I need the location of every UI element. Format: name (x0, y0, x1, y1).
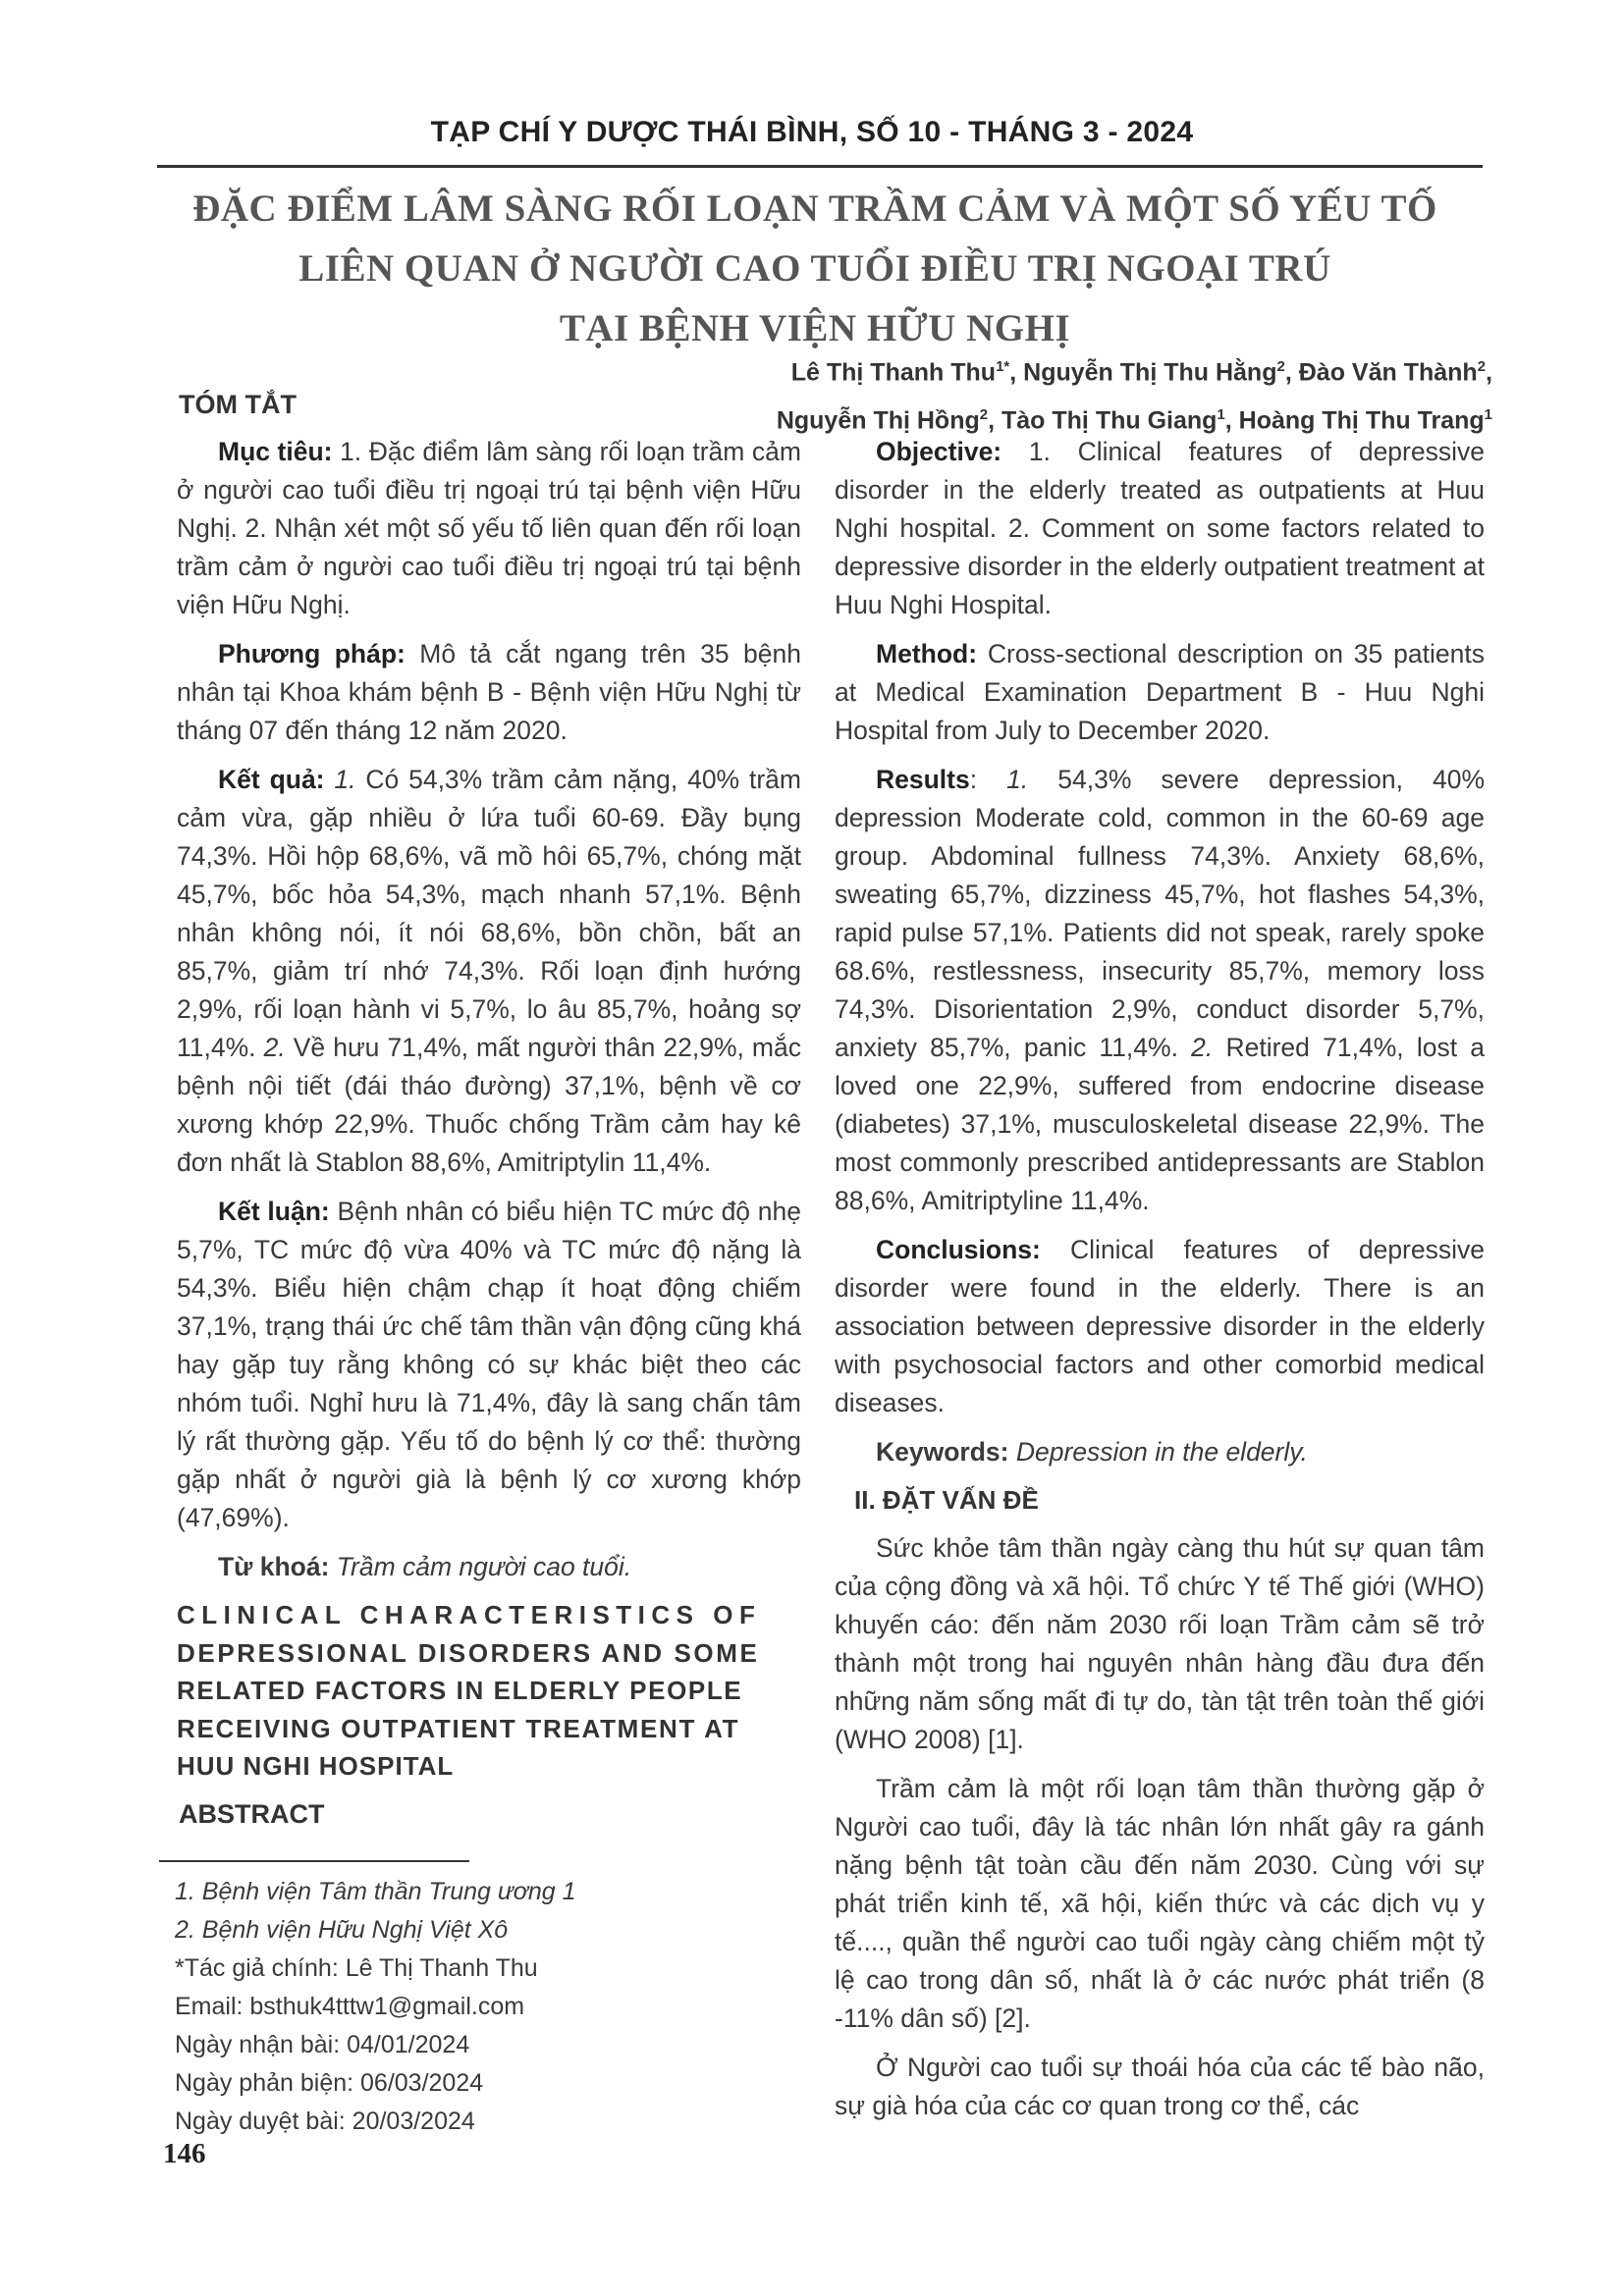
vi-conclusion-paragraph (177, 1193, 801, 1537)
vi-objective-label: Mục tiêu: (218, 437, 333, 466)
affiliation-2: 2. Bệnh viện Hữu Nghị Việt Xô (175, 1916, 509, 1944)
en-conclusions-text: Clinical features of depressive disorder were found in the elderly. There is an association between depressive disorder in the elderly with psychosocial factors and other comorbid medical diseases. (835, 1235, 1485, 1417)
vi-conclusion-text: Bệnh nhân có biểu hiện TC mức độ nhẹ 5,7%, TC mức độ vừa 40% và TC mức độ nặng là 54,3%. Biểu hiện chậm chạp ít hoạt động chiếm 37,1%, trạng thái ức chế tâm thần vận động cũng khá hay gặp tuy rằng không có sự khác biệt theo các nhóm tuổi. Nghỉ hưu là 71,4%, đây là sang chấn tâm lý rất thường gặp. Yếu tố do bệnh lý cơ thể: thường gặp nhất ở người già là bệnh lý cơ xương khớp (47,69%). (177, 1197, 801, 1532)
vi-results-text2: Về hưu 71,4%, mất người thân 22,9%, mắc bệnh nội tiết (đái tháo đường) 37,1%, bệnh về cơ xương khớp 22,9%. Thuốc chống Trầm cảm hay kê đơn nhất là Stablon 88,6%, Amitriptylin 11,4%. (177, 1033, 801, 1177)
left-column (177, 433, 801, 1834)
en-method-text: Cross-sectional description on 35 patients at Medical Examination Department B - Huu Nghi Hospital from July to December 2020. (835, 639, 1485, 745)
author-affiliation: 1 (1484, 406, 1492, 424)
en-keywords-label: Keywords: (876, 1437, 1009, 1467)
en-results-paragraph (835, 761, 1485, 1220)
vi-keywords-text: Trầm cảm người cao tuổi. (329, 1552, 632, 1581)
vi-results-paragraph (177, 761, 801, 1182)
en-conclusions-label: Conclusions: (876, 1235, 1041, 1264)
intro-paragraph-3: Ở Người cao tuổi sự thoái hóa của các tế bào não, sự già hóa của các cơ quan trong cơ thể, các (835, 2053, 1485, 2120)
author-line-1: Lê Thị Thanh Thu$^{1*}$, Nguyễn Thị Thu Hằng$^2$, Đào Văn Thành$^2$, (790, 358, 1492, 387)
vi-results-text1: Có 54,3% trầm cảm nặng, 40% trầm cảm vừa, gặp nhiều ở lứa tuổi 60-69. Đầy bụng 74,3%. Hồi hộp 68,6%, vã mồ hôi 65,7%, chóng mặt 45,7%, bốc hỏa 54,3%, mạch nhanh 57,1%. Bệnh nhân không nói, ít nói 68,6%, bồn chồn, bất an 85,7%, giảm trí nhớ 74,3%. Rối loạn định hướng 2,9%, rối loạn hành vi 5,7%, lo âu 85,7%, hoảng sợ 11,4%. (177, 765, 801, 1062)
en-results-text2: Retired 71,4%, lost a loved one 22,9%, suffered from endocrine disease (diabetes) 37,1%, musculoskeletal disease 22,9%. The most commonly prescribed antidepressants are Stablon 88,6%, Amitriptyline 11,4%. (835, 1033, 1485, 1215)
author-affiliation: 1 (1217, 406, 1225, 424)
english-title-line: RECEIVING OUTPATIENT TREATMENT AT (177, 1713, 740, 1743)
author-name: Hoàng Thị Thu Trang (1238, 406, 1485, 435)
article-title (128, 179, 1502, 358)
vi-objective-paragraph (177, 433, 801, 624)
vi-results-num1: 1. (324, 765, 356, 794)
en-results-colon: : (969, 765, 978, 794)
vi-conclusion-label: Kết luận: (218, 1197, 330, 1226)
abstract-heading: ABSTRACT (179, 1798, 325, 1829)
vi-results-label: Kết quả: (218, 765, 325, 794)
review-date: Ngày phản biện: 06/03/2024 (175, 2069, 484, 2097)
en-conclusions-paragraph (835, 1231, 1485, 1422)
vi-keywords-label: Từ khoá: (218, 1552, 330, 1581)
en-results-label: Results (876, 765, 970, 794)
author-email: Email: bsthuk4tttw1@gmail.com (175, 1993, 525, 2020)
author-affiliation: 2 (1276, 358, 1285, 375)
accepted-date: Ngày duyệt bài: 20/03/2024 (175, 2108, 475, 2135)
en-method-paragraph (835, 635, 1485, 750)
tomtat-heading: TÓM TẮT (179, 390, 297, 419)
author-name: Đào Văn Thành (1298, 358, 1478, 387)
en-results-num1: 1. (977, 765, 1029, 794)
corresponding-author: *Tác giả chính: Lê Thị Thanh Thu (175, 1954, 538, 1982)
author-name: Nguyễn Thị Hồng (776, 406, 980, 435)
en-keywords-text: Depression in the elderly. (1008, 1437, 1308, 1467)
author-name: Nguyễn Thị Thu Hằng (1023, 358, 1277, 387)
en-results-num2: 2. (1177, 1033, 1214, 1062)
vi-method-text: Mô tả cắt ngang trên 35 bệnh nhân tại Khoa khám bệnh B - Bệnh viện Hữu Nghị từ tháng 07 đến tháng 12 năm 2020. (177, 639, 801, 745)
author-line-2: Nguyễn Thị Hồng$^2$, Tào Thị Thu Giang$^1$, Hoàng Thị Thu Trang$^1$ (776, 406, 1492, 435)
vi-keywords (177, 1548, 801, 1586)
footnotes (175, 1873, 803, 2141)
en-method-label: Method: (876, 639, 978, 668)
section-heading: II. ĐẶT VẤN ĐỀ (854, 1485, 1039, 1515)
english-title-line: HUU NGHI HOSPITAL (177, 1751, 455, 1781)
author-affiliation: 2 (979, 406, 989, 424)
english-title-line: RELATED FACTORS IN ELDERLY PEOPLE (177, 1676, 743, 1705)
received-date: Ngày nhận bài: 04/01/2024 (175, 2031, 470, 2058)
intro-paragraph-1: Sức khỏe tâm thần ngày càng thu hút sự quan tâm của cộng đồng và xã hội. Tổ chức Y tế Thế giới (WHO) khuyến cáo: đến năm 2030 rối loạn Trầm cảm sẽ trở thành một trong hai nguyên nhân hàng đầu đưa đến những năm sống mất đi tự do, tàn tật trên toàn thế giới (WHO 2008) [1]. (835, 1533, 1485, 1754)
english-title (177, 1596, 801, 1786)
en-objective-paragraph (835, 433, 1485, 624)
author-affiliation: 2 (1477, 358, 1487, 375)
vi-method-paragraph (177, 635, 801, 750)
vi-results-num2: 2. (255, 1033, 286, 1062)
page-number: 146 (163, 2138, 206, 2169)
en-results-text1: 54,3% severe depression, 40% depression Moderate cold, common in the 60-69 age group. Abdominal fullness 74,3%. Anxiety 68,6%, sweating 65,7%, dizziness 45,7%, hot flashes 54,3%, rapid pulse 57,1%. Patients did not speak, rarely spoke 68.6%, restlessness, insecurity 85,7%, memory loss 74,3%. Disorientation 2,9%, conduct disorder 5,7%, anxiety 85,7%, panic 11,4%. (835, 765, 1486, 1062)
title-line-2: LIÊN QUAN Ở NGƯỜI CAO TUỔI ĐIỀU TRỊ NGOẠI TRÚ (298, 247, 1331, 290)
english-title-line: DEPRESSIONAL DISORDERS AND SOME (177, 1637, 760, 1668)
author-name: Lê Thị Thanh Thu (790, 358, 997, 387)
vi-method-label: Phương pháp: (218, 639, 406, 668)
journal-header: TẠP CHÍ Y DƯỢC THÁI BÌNH, SỐ 10 - THÁNG 3 - 2024 (430, 116, 1194, 148)
english-title-line: CLINICAL CHARACTERISTICS OF (177, 1600, 762, 1629)
title-line-3: TẠI BỆNH VIỆN HỮU NGHỊ (559, 307, 1071, 349)
en-objective-label: Objective: (876, 437, 1002, 466)
en-keywords (835, 1433, 1485, 1471)
right-column (835, 433, 1485, 2136)
en-objective-text: 1. Clinical features of depressive disorder in the elderly treated as outpatients at Huu Nghi hospital. 2. Comment on some factors related to depressive disorder in the elderly outpatient treatment at Huu Nghi Hospital. (835, 437, 1485, 619)
author-name: Tào Thị Thu Giang (1001, 406, 1218, 435)
author-list (628, 346, 1492, 443)
intro-paragraph-2: Trầm cảm là một rối loạn tâm thần thường gặp ở Người cao tuổi, đây là tác nhân lớn nhất gây ra gánh nặng bệnh tật toàn cầu đến năm 2030. Cùng với sự phát triển kinh tế, xã hội, kiến thức và các dịch vụ y tế...., quần thể người cao tuổi ngày càng chiếm một tỷ lệ cao trong dân số, nhất là ở các nước phát triển (8 -11% dân số) [2]. (835, 1774, 1485, 2033)
author-affiliation: 1* (996, 358, 1010, 375)
header-rule (157, 165, 1483, 168)
title-line-1: ĐẶC ĐIỂM LÂM SÀNG RỐI LOẠN TRẦM CẢM VÀ MỘT SỐ YẾU TỐ (192, 187, 1437, 230)
footnote-rule (159, 1860, 469, 1862)
affiliation-1: 1. Bệnh viện Tâm thần Trung ương 1 (175, 1878, 576, 1905)
vi-objective-text: 1. Đặc điểm lâm sàng rối loạn trầm cảm ở người cao tuổi điều trị ngoại trú tại bệnh viện Hữu Nghị. 2. Nhận xét một số yếu tố liên quan đến rối loạn trầm cảm ở người cao tuổi điều trị ngoại trú tại bệnh viện Hữu Nghị. (177, 437, 801, 619)
